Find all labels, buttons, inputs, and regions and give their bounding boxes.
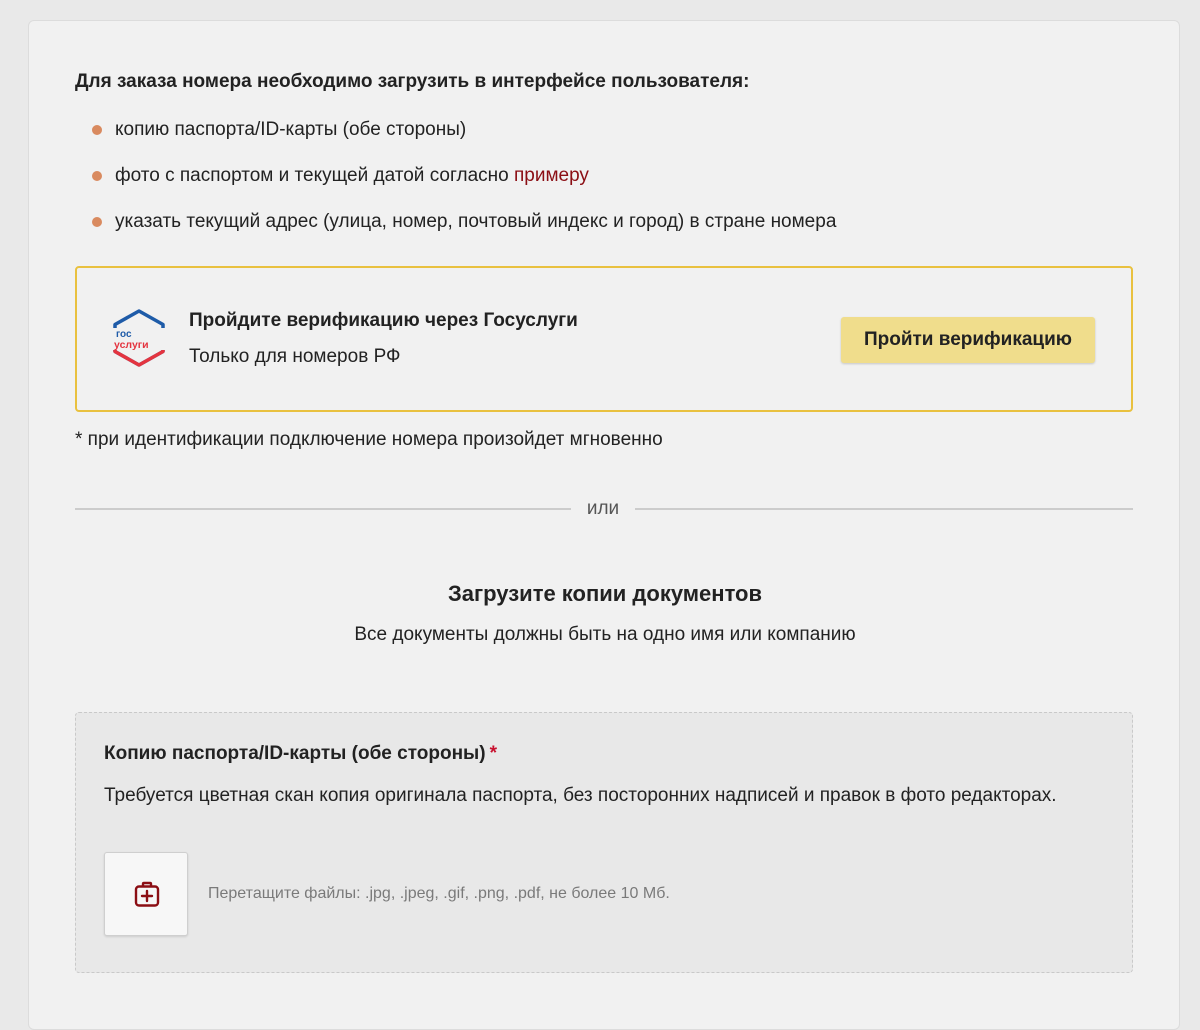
verification-subtitle: Только для номеров РФ — [189, 346, 401, 367]
requirement-item-current-address — [75, 207, 836, 253]
logo-text-bottom: услуги — [114, 339, 149, 351]
add-file-icon — [133, 881, 161, 909]
document-upload-card — [28, 20, 1180, 1030]
verification-title: Пройдите верификацию через Госуслуги — [189, 310, 578, 331]
required-asterisk: * — [489, 743, 498, 764]
verify-button[interactable]: Пройти верификацию — [841, 317, 1095, 363]
passport-dropzone[interactable] — [75, 712, 1133, 973]
gosuslugi-logo-icon — [111, 308, 167, 368]
requirements-list — [75, 115, 836, 253]
gosuslugi-verification-box — [75, 266, 1133, 412]
requirement-item-passport-copy — [75, 115, 836, 161]
verification-note: * при идентификации подключение номера произойдет мгновенно — [75, 429, 663, 450]
requirement-text: фото с паспортом и текущей датой согласно — [115, 165, 514, 186]
divider-line-left — [75, 508, 571, 510]
requirement-text: копию паспорта/ID-карты (обе стороны) — [115, 119, 467, 140]
bullet-dot-icon — [92, 125, 102, 135]
logo-text-top: гос — [116, 329, 132, 340]
file-format-hint: Перетащите файлы: .jpg, .jpeg, .gif, .png, .pdf, не более 10 Мб. — [208, 885, 670, 902]
upload-section-subtitle: Все документы должны быть на одно имя или компанию — [354, 624, 856, 645]
passport-field-label — [104, 743, 497, 765]
bullet-dot-icon — [92, 171, 102, 181]
passport-field-description: Требуется цветная скан копия оригинала паспорта, без посторонних надписей и правок в фото редакторах. — [104, 785, 1057, 806]
example-link[interactable]: примеру — [513, 165, 589, 186]
passport-field-label-text: Копию паспорта/ID-карты (обе стороны) — [104, 743, 486, 764]
requirement-item-photo-with-passport — [75, 161, 836, 207]
divider-line-right — [635, 508, 1133, 510]
requirement-text: указать текущий адрес (улица, номер, почтовый индекс и город) в стране номера — [115, 211, 837, 232]
or-divider — [75, 497, 1133, 521]
add-file-button[interactable] — [104, 852, 188, 936]
requirements-heading: Для заказа номера необходимо загрузить в интерфейсе пользователя: — [75, 71, 750, 92]
bullet-dot-icon — [92, 217, 102, 227]
upload-section-title: Загрузите копии документов — [447, 581, 763, 606]
divider-label: или — [586, 498, 620, 519]
